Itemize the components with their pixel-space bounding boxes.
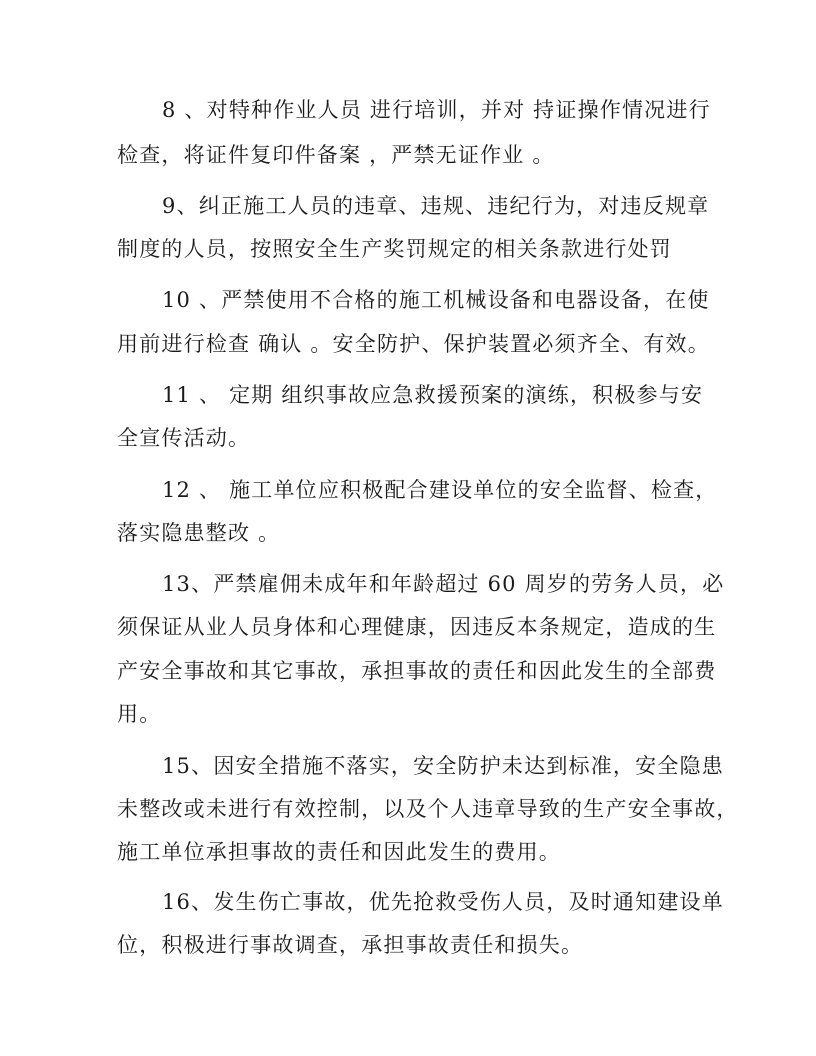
paragraph-line: 11 、 定期 组织事故应急救援预案的演练，积极参与安 [162,383,704,407]
paragraph-line: 13、严禁雇佣未成年和年龄超过 60 周岁的劳务人员，必 [162,572,725,596]
paragraph-line: 落实隐患整改 。 [117,521,281,545]
paragraph-line: 产安全事故和其它事故，承担事故的责任和因此发生的全部费 [117,659,717,683]
paragraph-line: 须保证从业人员身体和心理健康，因违反本条规定，造成的生 [117,615,717,639]
paragraph-line: 制度的人员，按照安全生产奖罚规定的相关条款进行处罚 [117,237,672,261]
paragraph-line: 10 、严禁使用不合格的施工机械设备和电器设备，在使 [162,288,710,312]
paragraph-line: 15、因安全措施不落实，安全防护未达到标准，安全隐患 [162,754,724,778]
paragraph-line: 检查，将证件复印件备案 ，严禁无证作业 。 [117,143,555,167]
paragraph-line: 位，积极进行事故调查，承担事故责任和损失。 [117,933,584,957]
paragraph-line: 8 、对特种作业人员 进行培训，并对 持证操作情况进行 [162,98,711,122]
paragraph-line: 9、纠正施工人员的违章、违规、违纪行为，对违反规章 [162,194,710,218]
paragraph-line: 用。 [117,702,162,726]
paragraph-line: 全宣传活动。 [117,426,251,450]
paragraph-line: 16、发生伤亡事故，优先抢救受伤人员，及时通知建设单 [162,890,724,914]
paragraph-line: 用前进行检查 确认 。安全防护、保护装置必须齐全、有效。 [117,332,710,356]
paragraph-line: 12 、 施工单位应积极配合建设单位的安全监督、检查， [162,478,718,502]
paragraph-line: 未整改或未进行有效控制，以及个人违章导致的生产安全事故， [117,797,739,821]
paragraph-line: 施工单位承担事故的责任和因此发生的费用。 [117,840,561,864]
